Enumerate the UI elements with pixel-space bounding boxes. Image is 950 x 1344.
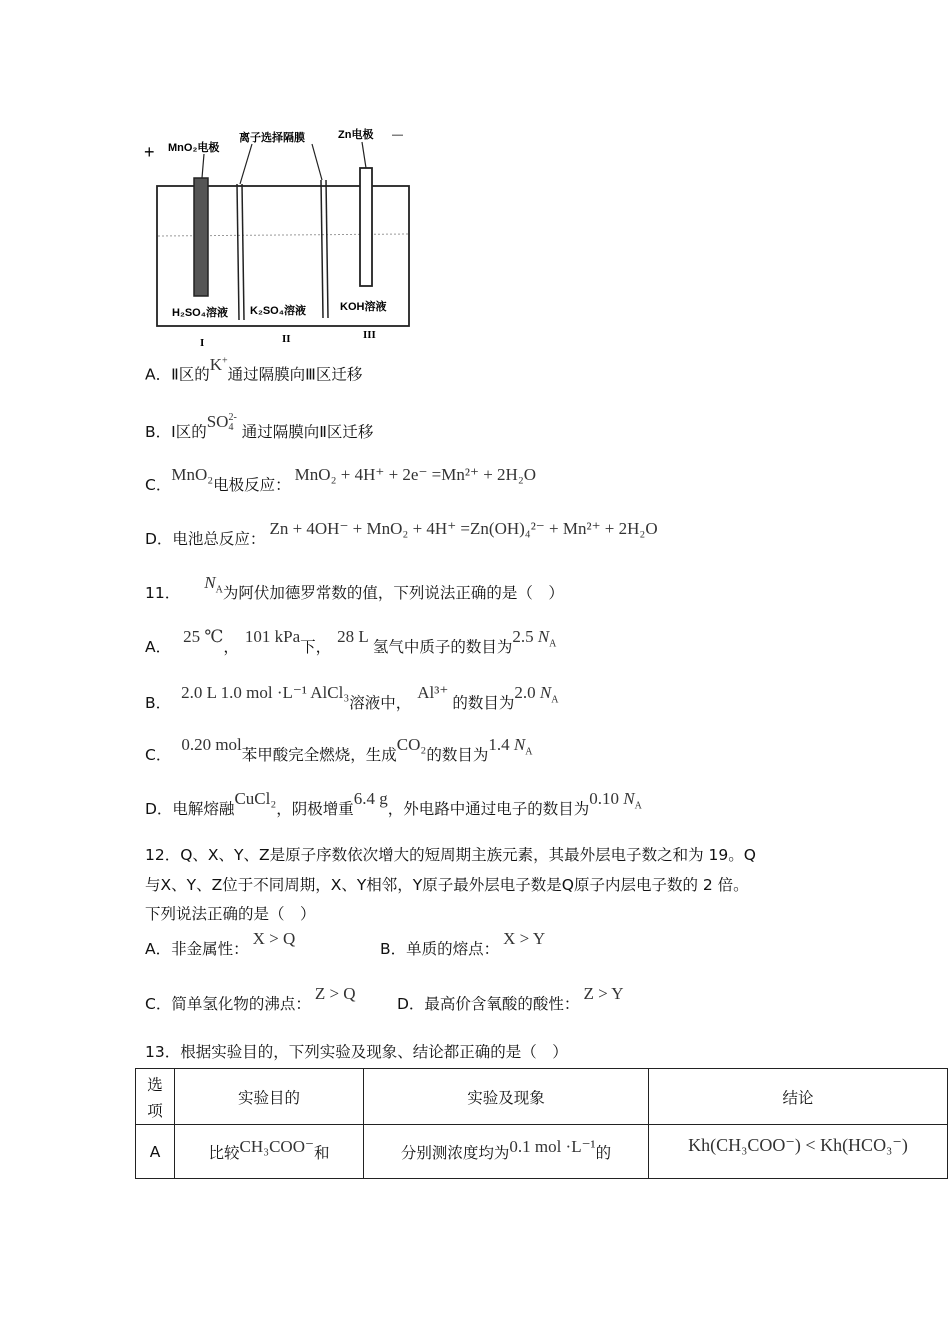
q13-row-a bbox=[136, 1125, 948, 1179]
q12-b-text: B．单质的熔点： bbox=[380, 940, 500, 958]
q13-header-purpose: 实验目的 bbox=[175, 1069, 364, 1125]
q11-stem-text: 为阿伏加德罗常数的值，下列说法正确的是（ ） bbox=[222, 584, 564, 602]
q11-a-prefix: A． bbox=[145, 638, 172, 656]
q10-c-equation: MnO₂ + 4H⁺ + 2e⁻ =Mn²⁺ + 2H₂O bbox=[294, 465, 537, 484]
q11-a-na-sub: A bbox=[549, 638, 557, 650]
zn-electrode-label: Zn电极 bbox=[338, 129, 374, 141]
q11-b-na-n: N bbox=[539, 683, 552, 702]
q13-header-option-text: 选项 bbox=[147, 1075, 163, 1120]
q10-c-text: 电极反应： bbox=[213, 476, 291, 494]
q11-d-value bbox=[589, 789, 642, 812]
q13-table bbox=[135, 1068, 948, 1179]
q11-a-text: 氢气中质子的数目为 bbox=[372, 638, 513, 656]
q13-row-a-purpose-species: CH₃COO⁻ bbox=[239, 1136, 314, 1156]
q13-stem: 13．根据实验目的，下列实验及现象、结论都正确的是（ ） bbox=[145, 1043, 568, 1061]
q11-b-text2: 的数目为 bbox=[452, 694, 515, 712]
q11-b-na-sub: A bbox=[551, 694, 559, 706]
q10-a-text: 通过隔膜向Ⅲ区迁移 bbox=[227, 365, 363, 384]
q11-a-comma: ， bbox=[223, 638, 239, 656]
q11-c-na-sub: A bbox=[525, 746, 533, 758]
q13-row-a-purpose bbox=[175, 1125, 364, 1179]
zn-electrode bbox=[360, 168, 372, 286]
k2so4-solution-label: K₂SO₄溶液 bbox=[250, 305, 306, 317]
q13-row-a-conclusion-text: Kh(CH₃COO⁻) < Kh(HCO₃⁻) bbox=[688, 1135, 908, 1155]
zone-3-label: III bbox=[363, 329, 376, 341]
q10-c-prefix: C． bbox=[145, 476, 172, 494]
q11-c-text2: 的数目为 bbox=[426, 746, 489, 764]
q11-c-co2: CO₂ bbox=[396, 735, 427, 754]
q10-b-ion-charge: 2- bbox=[228, 412, 237, 424]
q11-stem bbox=[145, 573, 564, 611]
q11-number: 11． bbox=[145, 584, 181, 602]
q11-option-d bbox=[145, 789, 642, 827]
q12-option-a bbox=[145, 929, 296, 960]
q11-d-text1: ，阴极增重 bbox=[276, 800, 354, 818]
q11-a-na-n: N bbox=[537, 627, 550, 646]
q11-option-b bbox=[145, 683, 559, 721]
q10-option-d bbox=[145, 519, 658, 550]
q11-c-na-n: N bbox=[513, 735, 526, 754]
q13-row-a-exp-conc: 0.1 mol ·L⁻¹ bbox=[509, 1136, 596, 1156]
q12-c-relation: Z > Q bbox=[314, 984, 356, 1003]
q10-d-prefix: D．电池总反应： bbox=[145, 530, 266, 548]
q10-b-ion bbox=[206, 412, 237, 434]
q11-d-text2: ，外电路中通过电子的数目为 bbox=[387, 800, 590, 818]
q13-header-option bbox=[136, 1069, 175, 1125]
q10-a-prefix: A．Ⅱ区的 bbox=[145, 365, 210, 384]
q11-b-number: 2.0 bbox=[514, 683, 536, 702]
membrane-label: 离子选择隔膜 bbox=[239, 132, 305, 144]
q13-row-a-conclusion bbox=[649, 1125, 948, 1179]
q11-a-number: 2.5 bbox=[512, 627, 534, 646]
positive-terminal-label: + bbox=[144, 142, 155, 162]
electrochemical-cell-diagram bbox=[142, 120, 432, 350]
q11-d-na-n: N bbox=[623, 789, 635, 808]
q10-b-text: 通过隔膜向Ⅱ区迁移 bbox=[241, 423, 374, 441]
q10-a-ion-symbol: K bbox=[209, 354, 223, 374]
q13-row-a-purpose-pre: 比较 bbox=[208, 1143, 240, 1162]
q11-na-sub: A bbox=[215, 584, 223, 596]
q13-row-a-experiment bbox=[364, 1125, 649, 1179]
q12-c-text: C．简单氢化物的沸点： bbox=[145, 995, 311, 1013]
q11-d-prefix: D．电解熔融 bbox=[145, 800, 235, 818]
q11-c-number: 1.4 bbox=[488, 735, 510, 754]
q13-row-a-option: A bbox=[136, 1125, 175, 1179]
q11-b-text1: 溶液中， bbox=[349, 694, 412, 712]
q11-a-mid: 下， bbox=[300, 638, 332, 656]
q12-d-text: D．最高价含氧酸的酸性： bbox=[397, 995, 580, 1013]
q10-option-b bbox=[145, 412, 374, 443]
q13-row-a-exp-pre: 分别测浓度均为 bbox=[400, 1143, 510, 1162]
q13-header-row bbox=[136, 1069, 948, 1125]
q11-a-pressure: 101 kPa bbox=[244, 627, 301, 646]
q10-b-prefix: B．Ⅰ区的 bbox=[145, 423, 207, 441]
q11-option-c bbox=[145, 735, 533, 773]
q10-option-a bbox=[145, 354, 363, 386]
q11-b-concentration: 2.0 L 1.0 mol ·L⁻¹ AlCl₃ bbox=[181, 683, 350, 702]
q11-a-value bbox=[512, 627, 557, 650]
koh-solution-label: KOH溶液 bbox=[340, 301, 387, 313]
q11-na-symbol bbox=[204, 573, 223, 596]
zone-1-label: I bbox=[200, 337, 205, 349]
q10-a-ion-charge: + bbox=[222, 355, 228, 366]
q11-b-prefix: B． bbox=[145, 694, 172, 712]
q11-c-amount: 0.20 mol bbox=[181, 735, 242, 754]
q11-b-value bbox=[514, 683, 559, 706]
negative-terminal-label: — bbox=[392, 129, 403, 141]
q12-option-c bbox=[145, 984, 356, 1015]
q13-row-a-exp-post: 的 bbox=[595, 1143, 612, 1162]
q11-d-mass: 6.4 g bbox=[353, 789, 388, 808]
q13-row-a-purpose-post: 和 bbox=[313, 1143, 330, 1162]
q10-a-ion bbox=[210, 355, 228, 374]
q10-c-species: MnO₂ bbox=[171, 465, 214, 484]
q11-c-value bbox=[488, 735, 533, 758]
q11-d-number: 0.10 bbox=[589, 789, 620, 808]
q10-option-c bbox=[145, 465, 537, 496]
q12-stem-line2: 与X、Y、Z位于不同周期，X、Y相邻，Y原子最外层电子数是Q原子内层电子数的 2 倍。 bbox=[145, 876, 749, 894]
q12-option-d bbox=[397, 984, 624, 1015]
q12-a-relation: X > Q bbox=[252, 929, 296, 948]
q10-b-ion-subscript: 4 bbox=[228, 422, 234, 434]
q11-b-ion: Al³⁺ bbox=[417, 683, 449, 702]
mno2-electrode-label: MnO₂电极 bbox=[168, 142, 220, 154]
q11-option-a bbox=[145, 627, 557, 665]
q12-stem-line3: 下列说法正确的是（ ） bbox=[145, 905, 316, 923]
zone-2-label: II bbox=[282, 333, 291, 345]
q12-option-b bbox=[380, 929, 546, 960]
q13-header-experiment: 实验及现象 bbox=[364, 1069, 649, 1125]
q11-a-volume: 28 L bbox=[337, 627, 369, 646]
q12-a-text: A．非金属性： bbox=[145, 940, 249, 958]
q10-b-ion-symbol: SO bbox=[206, 412, 229, 431]
mno2-electrode bbox=[194, 178, 208, 296]
q11-c-prefix: C． bbox=[145, 746, 172, 764]
q11-d-salt: CuCl₂ bbox=[234, 789, 277, 808]
h2so4-solution-label: H₂SO₄溶液 bbox=[172, 307, 228, 319]
q12-b-relation: X > Y bbox=[503, 929, 546, 948]
q11-c-text1: 苯甲酸完全燃烧，生成 bbox=[241, 746, 397, 764]
q13-header-conclusion: 结论 bbox=[649, 1069, 948, 1125]
q11-a-temperature: 25 ℃ bbox=[183, 627, 224, 646]
q11-d-na-sub: A bbox=[634, 800, 642, 812]
q12-d-relation: Z > Y bbox=[583, 984, 624, 1003]
q12-stem-line1: 12．Q、X、Y、Z是原子序数依次增大的短周期主族元素，其最外层电子数之和为 19。Q bbox=[145, 846, 756, 864]
q10-d-equation: Zn + 4OH⁻ + MnO₂ + 4H⁺ =Zn(OH)₄²⁻ + Mn²⁺ + 2H₂O bbox=[269, 519, 658, 538]
q11-na-n: N bbox=[204, 573, 216, 592]
